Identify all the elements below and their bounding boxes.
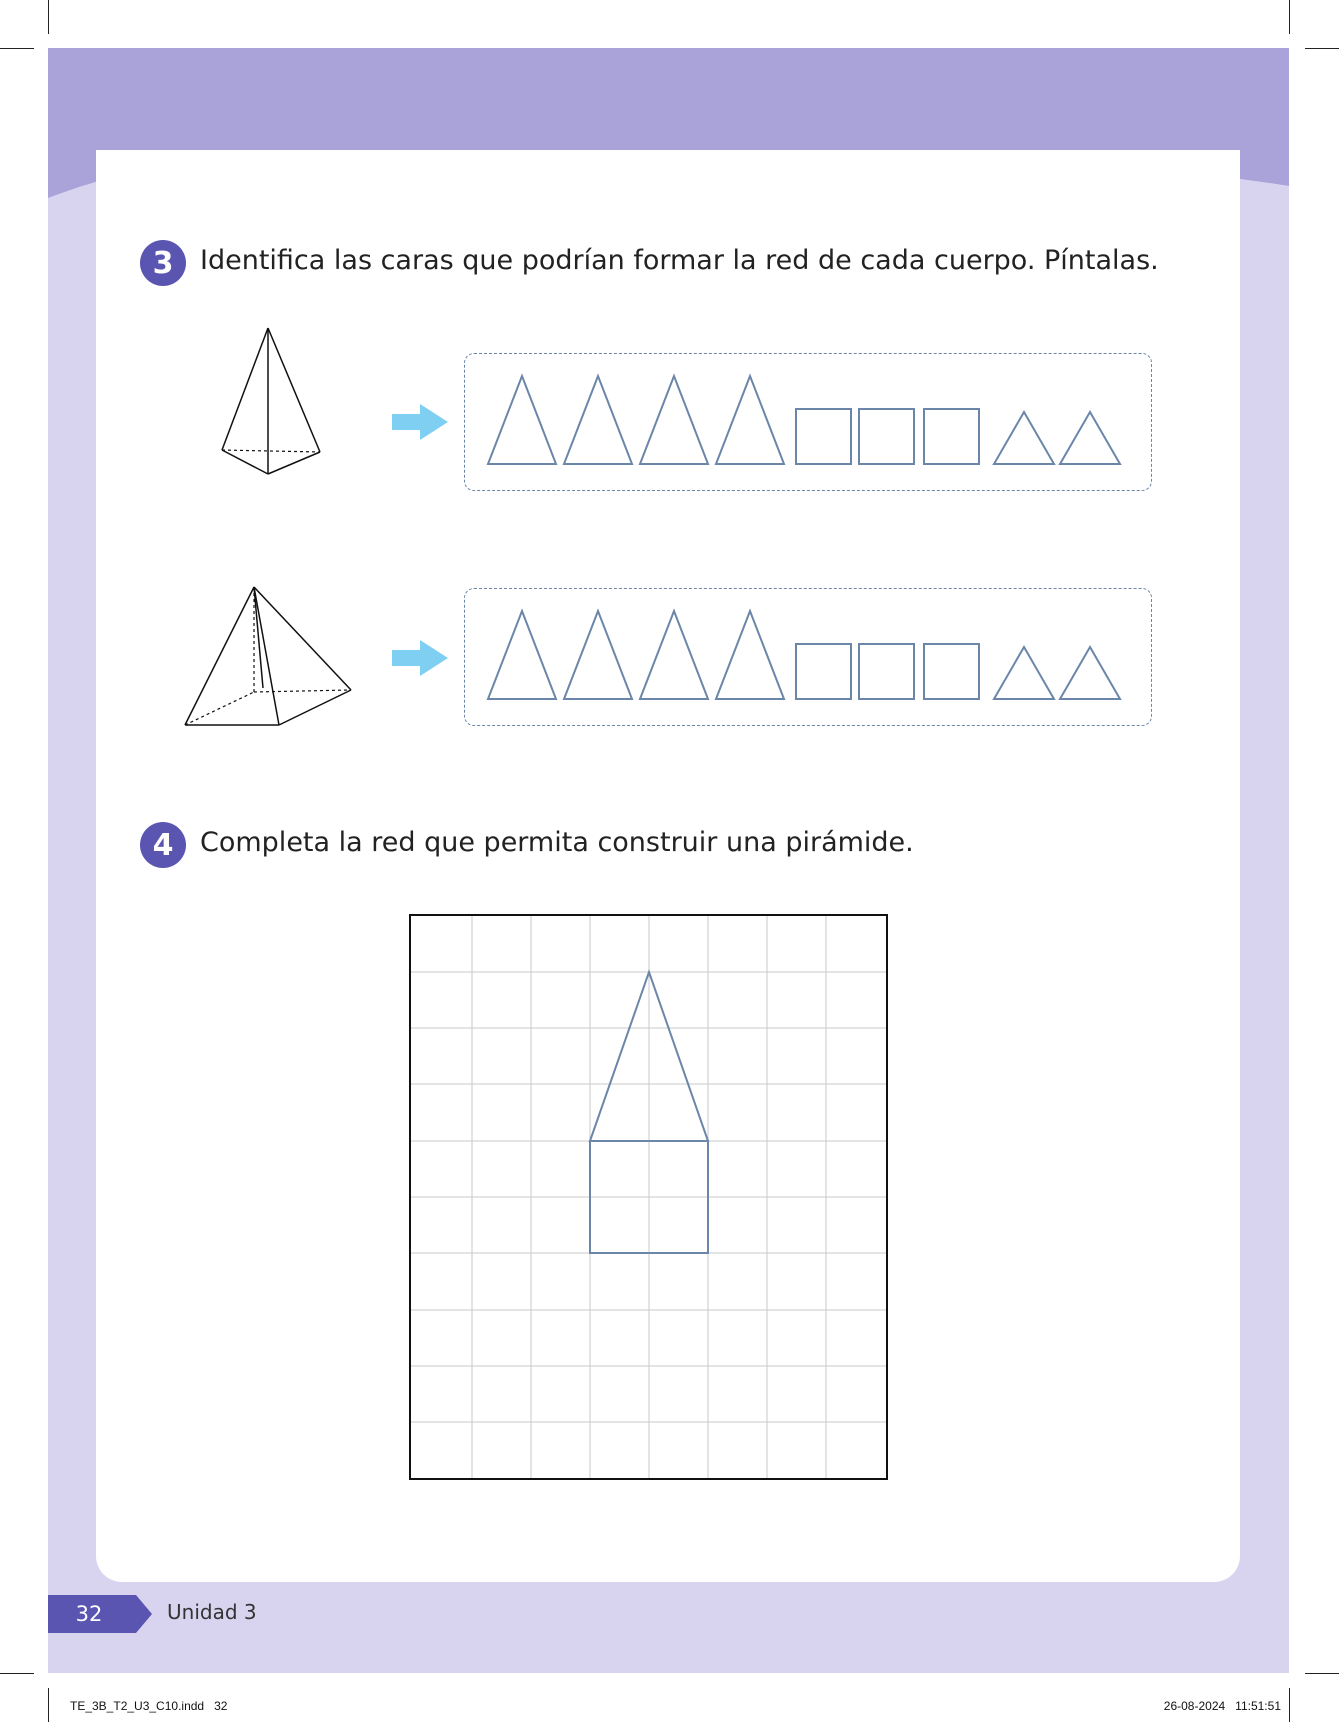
- square-face[interactable]: [924, 409, 979, 464]
- exercise-3-number: 3: [140, 240, 186, 286]
- small-triangle-face[interactable]: [1060, 647, 1120, 699]
- face-options-2: [464, 588, 1152, 726]
- small-triangle-face[interactable]: [994, 412, 1054, 464]
- file-name: TE_3B_T2_U3_C10.indd 32: [70, 1699, 228, 1713]
- crop-mark: [48, 1688, 49, 1722]
- tall-triangle-face[interactable]: [564, 376, 632, 464]
- print-timestamp: 26-08-2024 11:51:51: [1163, 1699, 1281, 1713]
- tall-triangle-face[interactable]: [564, 611, 632, 699]
- crop-mark: [0, 1673, 34, 1674]
- square-face[interactable]: [859, 409, 914, 464]
- arrow-right-icon: [392, 404, 448, 440]
- crop-mark: [1305, 48, 1339, 49]
- crop-mark: [1289, 0, 1290, 34]
- arrow-right-icon: [392, 640, 448, 676]
- crop-mark: [0, 48, 34, 49]
- crop-mark: [1289, 1688, 1290, 1722]
- exercise-4-number: 4: [140, 822, 186, 868]
- tall-triangle-face[interactable]: [640, 611, 708, 699]
- exercise-3-instruction: Identifica las caras que podrían formar la red de cada cuerpo. Píntalas.: [200, 245, 1159, 276]
- small-triangle-face[interactable]: [994, 647, 1054, 699]
- triangular-pyramid-figure: [210, 320, 330, 480]
- crop-mark: [48, 0, 49, 34]
- tall-triangle-face[interactable]: [640, 376, 708, 464]
- tall-triangle-face[interactable]: [716, 611, 784, 699]
- net-drawing-grid[interactable]: [409, 914, 888, 1480]
- square-face[interactable]: [859, 644, 914, 699]
- square-face[interactable]: [924, 644, 979, 699]
- page-number: 32: [75, 1602, 103, 1626]
- face-options-1: [464, 353, 1152, 491]
- tall-triangle-face[interactable]: [488, 611, 556, 699]
- square-face[interactable]: [796, 644, 851, 699]
- small-triangle-face[interactable]: [1060, 412, 1120, 464]
- square-pyramid-figure: [180, 580, 360, 730]
- crop-mark: [1305, 1673, 1339, 1674]
- tall-triangle-face[interactable]: [716, 376, 784, 464]
- tall-triangle-face[interactable]: [488, 376, 556, 464]
- exercise-4-instruction: Completa la red que permita construir una pirámide.: [200, 827, 914, 858]
- unit-label: Unidad 3: [167, 1600, 257, 1624]
- square-face[interactable]: [796, 409, 851, 464]
